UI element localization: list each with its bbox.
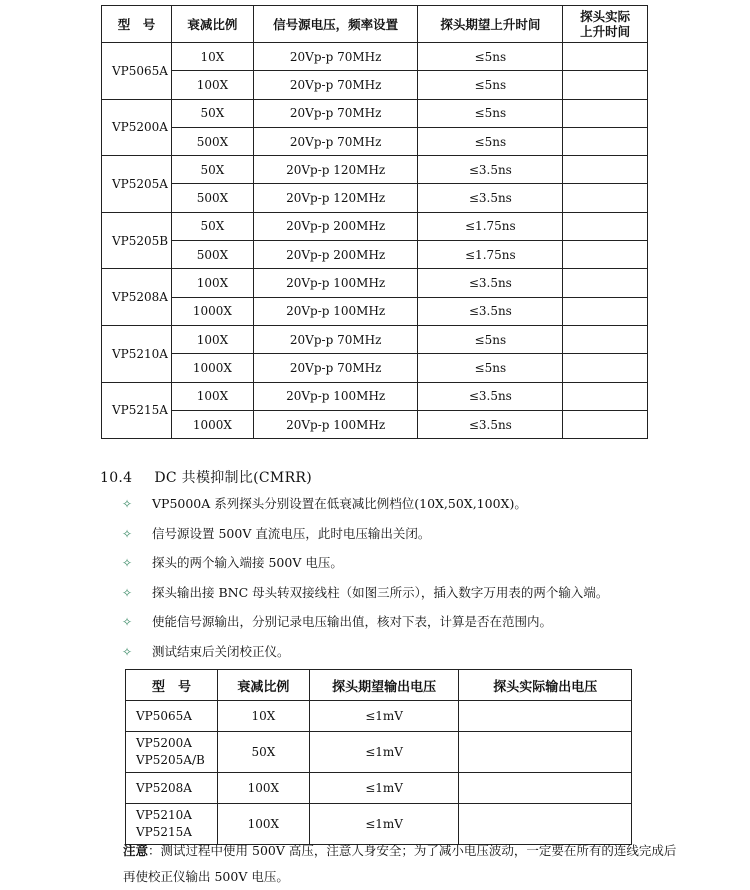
section-title: DC 共模抑制比(CMRR) [154, 470, 313, 486]
expected-cell: ≤3.5ns [418, 382, 563, 410]
header-expected-output: 探头期望输出电压 [309, 670, 459, 701]
ratio-cell: 500X [171, 241, 253, 269]
list-item [122, 553, 608, 583]
table-row [102, 241, 648, 269]
diamond-bullet-icon: ✧ [122, 615, 133, 629]
section-heading [100, 467, 312, 487]
model-cell: VP5210A [102, 325, 172, 382]
model-cell: VP5208A [102, 269, 172, 326]
expected-cell: ≤3.5ns [418, 184, 563, 212]
header-actual-output: 探头实际输出电压 [459, 670, 632, 701]
step-text: 信号源设置 500V 直流电压，此时电压输出关闭。 [152, 525, 431, 541]
expected-cell: ≤5ns [418, 71, 563, 99]
table-row [102, 184, 648, 212]
diamond-bullet-icon: ✧ [122, 526, 133, 541]
expected-cell: ≤1.75ns [418, 212, 563, 240]
expected-cell: ≤5ns [418, 43, 563, 71]
signal-cell: 20Vp-p 70MHz [253, 354, 418, 382]
step-text: VP5000A 系列探头分别设置在低衰减比例档位(10X,50X,100X)。 [152, 496, 527, 511]
actual-cell[interactable] [563, 269, 648, 297]
header-signal-setting: 信号源电压，频率设置 [253, 6, 418, 43]
actual-cell[interactable] [563, 43, 648, 71]
signal-cell: 20Vp-p 100MHz [253, 269, 418, 297]
header-expected-rise-time: 探头期望上升时间 [418, 6, 563, 43]
expected-cell: ≤5ns [418, 127, 563, 155]
model-cell: VP5205A [102, 156, 172, 213]
actual-cell[interactable] [563, 71, 648, 99]
list-item [122, 583, 608, 613]
table-row [102, 71, 648, 99]
signal-cell: 20Vp-p 100MHz [253, 410, 418, 438]
table-row [126, 701, 632, 732]
signal-cell: 20Vp-p 120MHz [253, 156, 418, 184]
header-ratio: 衰减比例 [217, 670, 309, 701]
step-text: 使能信号源输出，分别记录电压输出值，核对下表，计算是否在范围内。 [152, 614, 553, 629]
table-row [102, 354, 648, 382]
model-cell: VP5205B [102, 212, 172, 269]
table-row [102, 127, 648, 155]
ratio-cell: 50X [171, 99, 253, 127]
step-text: 探头输出接 BNC 母头转双接线柱（如图三所示），插入数字万用表的两个输入端。 [152, 584, 609, 600]
actual-cell[interactable] [563, 212, 648, 240]
table-row [126, 773, 632, 804]
actual-cell[interactable] [459, 701, 632, 732]
expected-cell: ≤3.5ns [418, 297, 563, 325]
signal-cell: 20Vp-p 100MHz [253, 297, 418, 325]
ratio-cell: 100X [171, 269, 253, 297]
ratio-cell: 50X [171, 156, 253, 184]
expected-cell: ≤1.75ns [418, 241, 563, 269]
diamond-bullet-icon: ✧ [122, 585, 133, 600]
note-text: ：测试过程中使用 500V 高压，注意人身安全；为了减小电压波动，一定要在所有的连线完成后再使校正仪输出 500V 电压。 [123, 843, 677, 884]
actual-cell[interactable] [563, 241, 648, 269]
ratio-cell: 1000X [171, 354, 253, 382]
header-model: 型 号 [126, 670, 218, 701]
safety-note [123, 838, 683, 890]
ratio-cell: 50X [171, 212, 253, 240]
table-row [102, 99, 648, 127]
ratio-cell: 100X [217, 773, 309, 804]
expected-cell: ≤5ns [418, 99, 563, 127]
table-row [102, 212, 648, 240]
signal-cell: 20Vp-p 70MHz [253, 127, 418, 155]
actual-cell[interactable] [563, 382, 648, 410]
model-cell: VP5065A [102, 43, 172, 100]
step-text: 探头的两个输入端接 500V 电压。 [152, 555, 343, 570]
model-cell: VP5200A VP5205A/B [126, 732, 218, 773]
ratio-cell: 500X [171, 184, 253, 212]
ratio-cell: 100X [171, 71, 253, 99]
rise-time-table [101, 5, 648, 439]
table-row [102, 297, 648, 325]
list-item [122, 612, 608, 642]
header-ratio: 衰减比例 [171, 6, 253, 43]
expected-cell: ≤1mV [309, 773, 459, 804]
actual-cell[interactable] [563, 99, 648, 127]
actual-cell[interactable] [563, 325, 648, 353]
ratio-cell: 10X [217, 701, 309, 732]
table-row [102, 269, 648, 297]
signal-cell: 20Vp-p 70MHz [253, 99, 418, 127]
note-label: 注意 [123, 843, 149, 858]
model-cell: VP5200A [102, 99, 172, 156]
list-item [122, 642, 608, 672]
ratio-cell: 1000X [171, 410, 253, 438]
table-row [102, 156, 648, 184]
signal-cell: 20Vp-p 200MHz [253, 241, 418, 269]
ratio-cell: 100X [171, 382, 253, 410]
actual-cell[interactable] [563, 184, 648, 212]
model-cell: VP5065A [126, 701, 218, 732]
actual-cell[interactable] [459, 732, 632, 773]
expected-cell: ≤3.5ns [418, 156, 563, 184]
diamond-bullet-icon: ✧ [122, 644, 133, 659]
model-cell: VP5210A VP5215A [126, 804, 218, 845]
cmrr-output-table [125, 669, 632, 845]
expected-cell: ≤1mV [309, 732, 459, 773]
actual-cell[interactable] [563, 156, 648, 184]
header-model: 型 号 [102, 6, 172, 43]
expected-cell: ≤3.5ns [418, 269, 563, 297]
signal-cell: 20Vp-p 200MHz [253, 212, 418, 240]
table-row [102, 325, 648, 353]
ratio-cell: 10X [171, 43, 253, 71]
list-item [122, 524, 608, 554]
signal-cell: 20Vp-p 100MHz [253, 382, 418, 410]
ratio-cell: 100X [171, 325, 253, 353]
table-row [102, 382, 648, 410]
step-text: 测试结束后关闭校正仪。 [152, 643, 290, 659]
ratio-cell: 1000X [171, 297, 253, 325]
actual-cell[interactable] [563, 127, 648, 155]
list-item [122, 494, 608, 524]
actual-cell[interactable] [563, 410, 648, 438]
diamond-bullet-icon: ✧ [122, 497, 133, 511]
section-number: 10.4 [100, 470, 133, 486]
expected-cell: ≤1mV [309, 701, 459, 732]
model-cell: VP5215A [102, 382, 172, 439]
ratio-cell: 100X [217, 804, 309, 845]
expected-cell: ≤3.5ns [418, 410, 563, 438]
diamond-bullet-icon: ✧ [122, 556, 133, 570]
expected-cell: ≤1mV [309, 804, 459, 845]
actual-cell[interactable] [459, 773, 632, 804]
table-row [126, 732, 632, 773]
expected-cell: ≤5ns [418, 354, 563, 382]
signal-cell: 20Vp-p 70MHz [253, 325, 418, 353]
actual-cell[interactable] [563, 354, 648, 382]
table-row [102, 410, 648, 438]
actual-cell[interactable] [563, 297, 648, 325]
ratio-cell: 50X [217, 732, 309, 773]
table-row [102, 43, 648, 71]
header-actual-rise-time: 探头实际 上升时间 [563, 6, 648, 43]
table-header-row [102, 6, 648, 43]
model-cell: VP5208A [126, 773, 218, 804]
ratio-cell: 500X [171, 127, 253, 155]
table-header-row [126, 670, 632, 701]
signal-cell: 20Vp-p 70MHz [253, 71, 418, 99]
signal-cell: 20Vp-p 70MHz [253, 43, 418, 71]
expected-cell: ≤5ns [418, 325, 563, 353]
procedure-list [122, 494, 608, 671]
signal-cell: 20Vp-p 120MHz [253, 184, 418, 212]
